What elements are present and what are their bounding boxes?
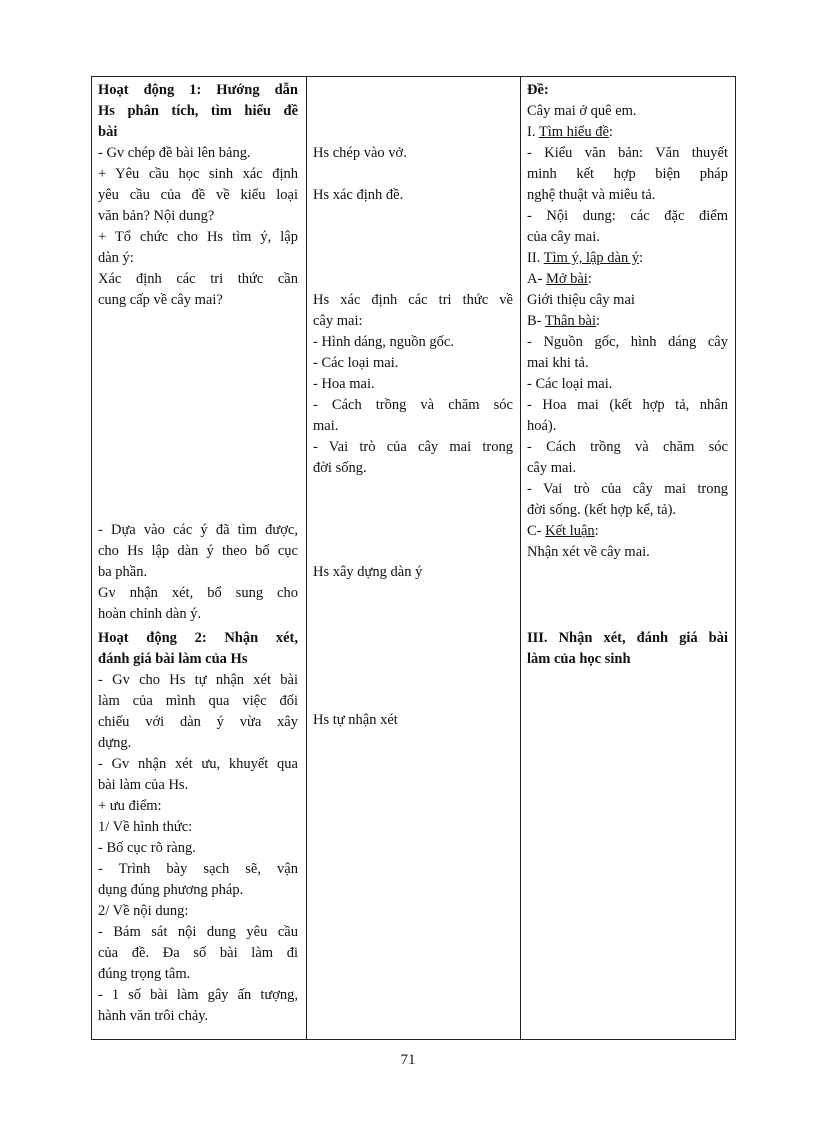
text-line: Xác định các tri thức cần: [98, 271, 298, 287]
section-iii-heading: làm của học sinh: [527, 651, 631, 667]
text-line: dụng đúng phương pháp.: [98, 882, 244, 898]
activity-1-heading: Hs phân tích, tìm hiểu đề: [98, 103, 298, 119]
text-line: - Gv cho Hs tự nhận xét bài: [98, 672, 298, 688]
text-line: - Hình dáng, nguồn gốc.: [313, 334, 454, 350]
text-line: đúng trọng tâm.: [98, 966, 191, 982]
conclusion-heading: C- Kết luận:: [527, 523, 599, 539]
text-line: dàn ý:: [98, 250, 134, 266]
text-line: bài làm của Hs.: [98, 777, 189, 793]
text-line: - Vai trò của cây mai trong: [313, 439, 513, 455]
text-line: yêu cầu của đề về kiểu loại: [98, 187, 298, 203]
text-line: Hs xác định các tri thức về: [313, 292, 513, 308]
text-line: văn bản? Nội dung?: [98, 208, 215, 224]
text-line: - Hoa mai (kết hợp tả, nhân: [527, 397, 728, 413]
body-heading: B- Thân bài:: [527, 313, 601, 329]
text-line: Hs chép vào vở.: [313, 145, 407, 161]
text-line: - Các loại mai.: [527, 376, 613, 392]
text-line: Hs tự nhận xét: [313, 712, 398, 728]
text-line: cây mai:: [313, 313, 363, 329]
page-number: 71: [400, 1052, 416, 1068]
text-line: 1/ Về hình thức:: [98, 819, 193, 835]
text-line: - Gv chép đề bài lên bảng.: [98, 145, 251, 161]
text-line: - Cách trồng và chăm sóc: [313, 397, 513, 413]
text-line: của đề. Đa số bài làm đi: [98, 945, 298, 961]
text-line: - Bố cục rõ ràng.: [98, 840, 196, 856]
activity-1-heading: bài: [98, 124, 118, 140]
lesson-table: [91, 76, 736, 1040]
text-line: - Trình bày sạch sẽ, vận: [98, 861, 298, 877]
teacher-activity-column: [98, 77, 298, 1037]
text-line: cây mai.: [527, 460, 577, 476]
text-line: mai khi tả.: [527, 355, 589, 371]
text-line: Gv nhận xét, bổ sung cho: [98, 585, 298, 601]
text-line: - Nội dung: các đặc điểm: [527, 208, 728, 224]
text-line: Hs xây dựng dàn ý: [313, 564, 423, 580]
text-line: + ưu điểm:: [98, 798, 162, 814]
text-line: - Cách trồng và chăm sóc: [527, 439, 728, 455]
text-line: dựng.: [98, 735, 132, 751]
text-line: - Gv nhận xét ưu, khuyết qua: [98, 756, 298, 772]
text-line: Giới thiệu cây mai: [527, 292, 635, 308]
text-line: hoá).: [527, 418, 557, 434]
text-line: đời sống.: [313, 460, 367, 476]
activity-2-heading: Hoạt động 2: Nhận xét,: [98, 630, 298, 646]
text-line: Hs xác định đề.: [313, 187, 404, 203]
section-i-heading: I. Tìm hiểu đề:: [527, 124, 613, 140]
text-line: 2/ Về nội dung:: [98, 903, 189, 919]
text-line: hoàn chỉnh dàn ý.: [98, 606, 202, 622]
text-line: đời sống. (kết hợp kể, tả).: [527, 502, 677, 518]
section-ii-heading: II. Tìm ý, lập dàn ý:: [527, 250, 644, 266]
text-line: + Yêu cầu học sinh xác định: [98, 166, 298, 182]
assignment-topic: Cây mai ở quê em.: [527, 103, 637, 119]
text-line: - Các loại mai.: [313, 355, 399, 371]
section-iii-heading: III. Nhận xét, đánh giá bài: [527, 630, 728, 646]
intro-heading: A- Mở bài:: [527, 271, 592, 287]
column-divider: [520, 77, 521, 1039]
text-line: - Bám sát nội dung yêu cầu: [98, 924, 298, 940]
text-line: ba phần.: [98, 564, 148, 580]
text-line: của cây mai.: [527, 229, 600, 245]
activity-1-heading: Hoạt động 1: Hướng dẫn: [98, 82, 298, 98]
text-line: nghệ thuật và miêu tả.: [527, 187, 656, 203]
column-divider: [306, 77, 307, 1039]
text-line: - Hoa mai.: [313, 376, 375, 392]
text-line: - Vai trò của cây mai trong: [527, 481, 728, 497]
text-line: mai.: [313, 418, 339, 434]
assignment-label: Đề:: [527, 82, 549, 98]
text-line: + Tổ chức cho Hs tìm ý, lập: [98, 229, 298, 245]
text-line: cung cấp về cây mai?: [98, 292, 223, 308]
student-activity-column: [313, 77, 513, 1037]
text-line: chiếu với dàn ý vừa xây: [98, 714, 298, 730]
text-line: Nhận xét về cây mai.: [527, 544, 650, 560]
text-line: minh kết hợp biện pháp: [527, 166, 728, 182]
text-line: hành văn trôi chảy.: [98, 1008, 209, 1024]
text-line: - Nguồn gốc, hình dáng cây: [527, 334, 728, 350]
lesson-content-column: [527, 77, 728, 1037]
text-line: làm của mình qua việc đối: [98, 693, 298, 709]
text-line: cho Hs lập dàn ý theo bố cục: [98, 543, 298, 559]
text-line: - Dựa vào các ý đã tìm được,: [98, 522, 298, 538]
text-line: - 1 số bài làm gây ấn tượng,: [98, 987, 298, 1003]
text-line: - Kiểu văn bản: Văn thuyết: [527, 145, 728, 161]
activity-2-heading: đánh giá bài làm của Hs: [98, 651, 248, 667]
